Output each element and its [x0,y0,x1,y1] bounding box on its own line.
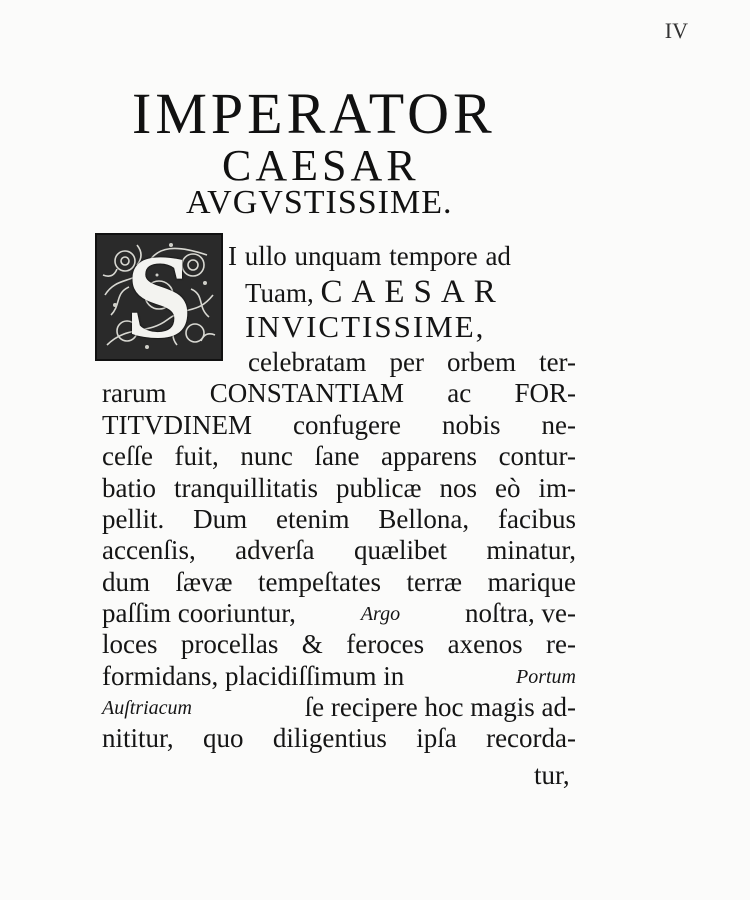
text-caesar: CAESAR [320,274,505,310]
text-portum: Portum [516,665,576,688]
text-line-2 [245,276,505,309]
text-line-1: I ullo unquam tempore ad [228,241,511,271]
text-line-12 [102,600,576,627]
text-line-16: nititur, quo diligentius ipſa recorda- [102,723,576,753]
text-line-15 [102,694,576,721]
heading-augustissime: AVGVSTISSIME. [186,184,453,221]
catchword: tur, [534,760,570,790]
page-number: IV [664,18,688,43]
text-line-6: TITVDINEM confugere nobis ne- [102,410,576,440]
heading-caesar: CAESAR [222,141,420,190]
text-austriacum: Auſtriacum [102,696,192,719]
text-line-3: INVICTISSIME, [245,309,486,344]
text-line-4: celebratam per orbem ter- [248,347,576,377]
text-recipere: ſe recipere hoc magis ad- [304,692,576,722]
text-line-8: batio tranquillitatis publicæ nos eò im- [102,473,576,503]
text-argo: Argo [360,602,401,625]
heading-imperator: IMPERATOR [132,81,496,146]
text-line-14 [102,663,576,690]
text-formidans: formidans, placidiſſimum in [102,661,405,691]
drop-cap-letter: S [125,233,193,361]
text-nostra: noſtra, ve- [465,598,576,628]
text-line-11: dum ſævæ tempeſtates terræ marique [102,567,576,597]
text-line-9: pellit. Dum etenim Bellona, facibus [102,504,576,534]
text-passim: paſſim cooriuntur, [102,598,296,628]
text-line-7: ceſſe fuit, nunc ſane apparens contur- [102,441,576,471]
text-line-5: rarum CONSTANTIAM ac FOR- [102,378,576,408]
text-tuam: Tuam, [245,278,321,308]
ornamental-drop-cap [95,233,223,361]
text-line-10: accenſis, adverſa quælibet minatur, [102,535,576,565]
text-line-13: loces procellas & feroces axenos re- [102,629,576,659]
